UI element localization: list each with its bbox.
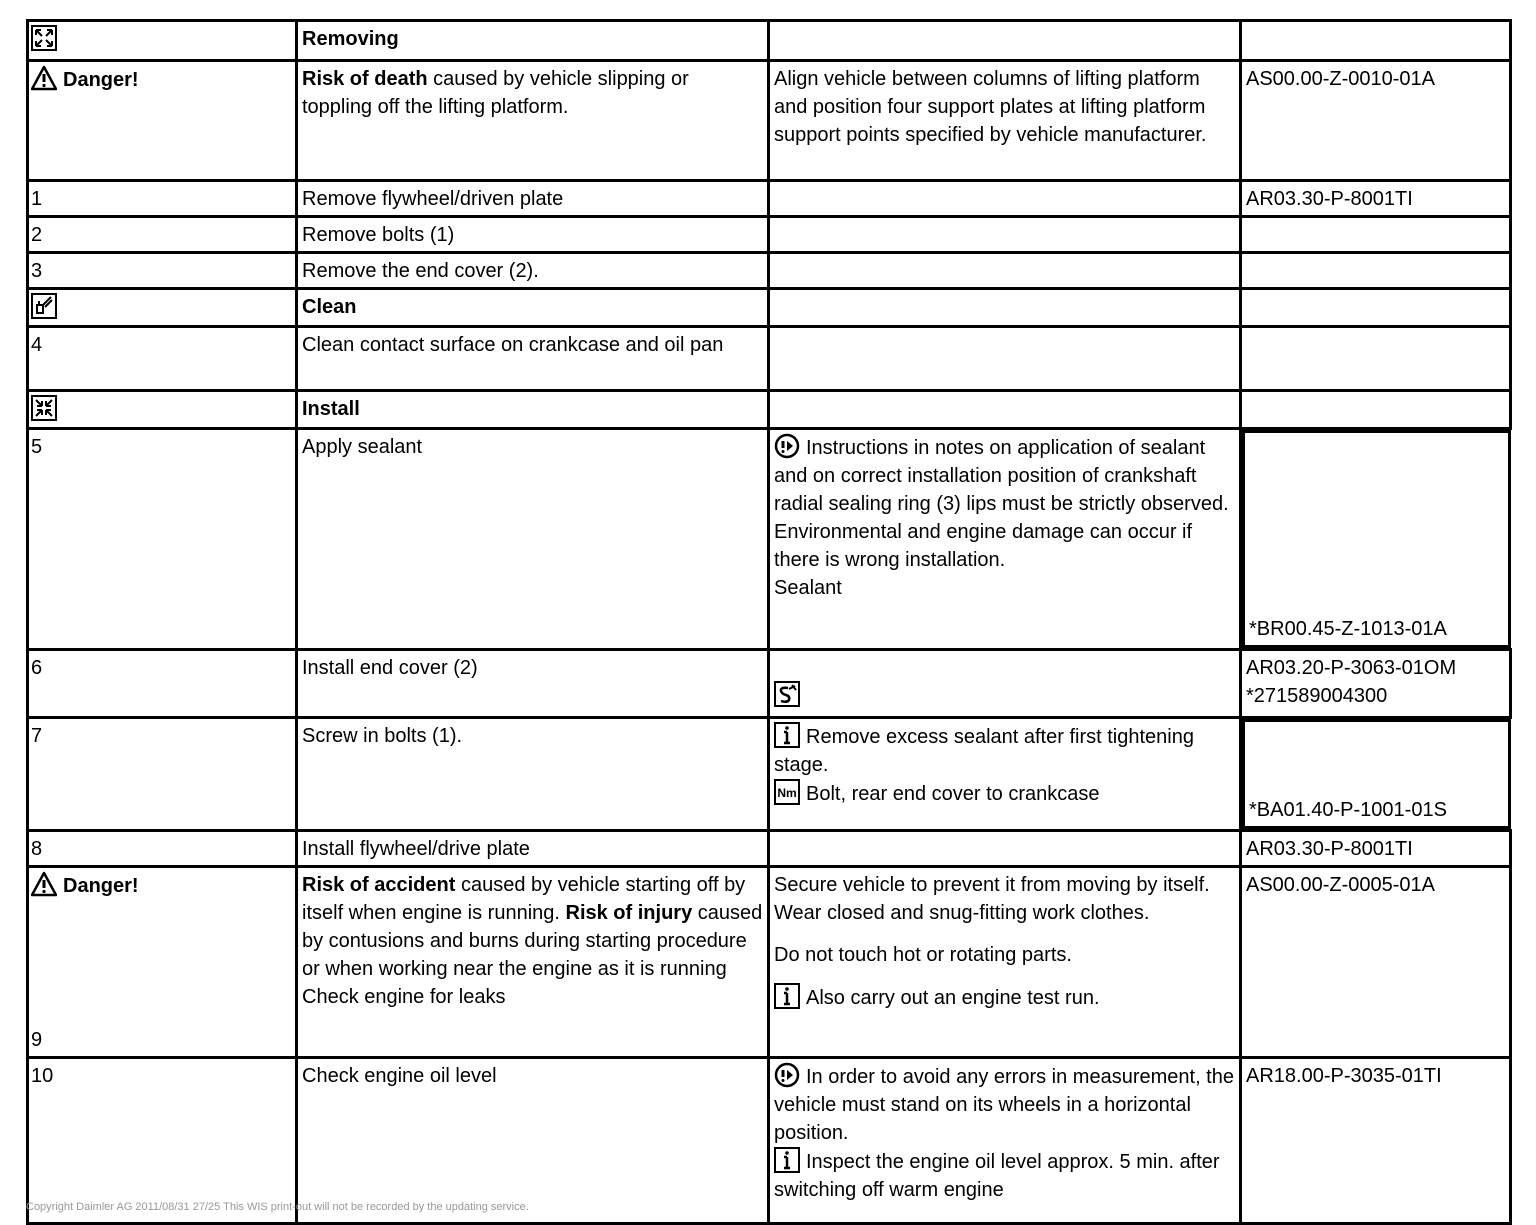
empty-cell — [769, 21, 1241, 61]
warning-triangle-icon — [31, 65, 57, 91]
empty-cell — [769, 253, 1241, 289]
reference-link[interactable]: AR03.30-P-8001TI — [1241, 181, 1511, 217]
step-notes — [769, 1058, 1241, 1224]
step-row — [28, 650, 1511, 718]
danger-label: Danger! — [63, 875, 139, 897]
step-action: Install end cover (2) — [297, 650, 769, 718]
info-icon — [774, 722, 800, 748]
sealant-label: Sealant — [774, 577, 842, 599]
step-notes — [769, 718, 1241, 831]
danger-label-cell — [28, 61, 297, 181]
step-notes — [769, 429, 1241, 650]
risk-bold: Risk of accident — [302, 874, 456, 896]
empty-cell — [1241, 21, 1511, 61]
reference-link[interactable]: AR03.20-P-3063-01OM — [1246, 657, 1457, 679]
measure-text: Do not touch hot or rotating parts. — [774, 944, 1072, 966]
reference-link[interactable]: *BR00.45-Z-1013-01A — [1249, 618, 1447, 640]
section-row-clean — [28, 289, 1511, 327]
procedure-document — [26, 19, 1509, 1225]
empty-cell — [1241, 253, 1511, 289]
info-text: Remove excess sealant after first tightening stage. — [774, 726, 1194, 776]
section-row-install — [28, 391, 1511, 429]
step-action: Apply sealant — [297, 429, 769, 650]
info-icon — [774, 983, 800, 1009]
svg-text:Nm: Nm — [777, 786, 797, 800]
danger-label: Danger! — [63, 69, 139, 91]
step-number: 2 — [28, 217, 297, 253]
measure-text: Wear closed and snug-fitting work clothes. — [774, 902, 1150, 924]
info-text: Also carry out an engine test run. — [806, 987, 1100, 1009]
page-footer: Copyright Daimler AG 2011/08/31 27/25 This WIS print-out will not be recorded by the updating service. — [26, 1201, 529, 1213]
reference-cell — [1242, 719, 1511, 829]
empty-cell — [1241, 327, 1511, 391]
danger-row — [28, 61, 1511, 181]
reference-link[interactable]: AS00.00-Z-0010-01A — [1241, 61, 1511, 181]
reference-cell — [1242, 430, 1511, 648]
tool-cell — [769, 650, 1241, 718]
empty-cell — [1241, 217, 1511, 253]
empty-cell — [769, 217, 1241, 253]
step-row — [28, 1058, 1511, 1224]
step-number: 7 — [28, 718, 297, 831]
risk-description — [297, 867, 769, 1058]
attention-note-icon — [774, 433, 800, 459]
step-row — [28, 831, 1511, 867]
section-title: Install — [297, 391, 769, 429]
special-tool-icon — [774, 681, 800, 707]
step-number: 6 — [28, 650, 297, 718]
risk-description — [297, 61, 769, 181]
step-number: 10 — [28, 1058, 297, 1224]
section-title: Clean — [297, 289, 769, 327]
empty-cell — [769, 831, 1241, 867]
risk-text: caused by contusions and burns during starting procedure or when working near the engine as it is running — [302, 902, 763, 980]
install-arrows-icon — [31, 395, 57, 421]
empty-cell — [769, 289, 1241, 327]
info-text: Inspect the engine oil level approx. 5 min. after switching off warm engine — [774, 1151, 1220, 1201]
risk-text: caused by vehicle slipping or toppling off the lifting platform. — [302, 68, 689, 118]
step-number: 8 — [28, 831, 297, 867]
step-row — [28, 253, 1511, 289]
step-row — [28, 217, 1511, 253]
step-number: 1 — [28, 181, 297, 217]
step-number: 5 — [28, 429, 297, 650]
procedure-table — [26, 19, 1512, 1225]
empty-cell — [769, 327, 1241, 391]
reference-link[interactable]: AR03.30-P-8001TI — [1241, 831, 1511, 867]
step-number: 9 — [31, 1029, 43, 1051]
empty-cell — [769, 181, 1241, 217]
tool-number-link[interactable]: *271589004300 — [1246, 685, 1388, 707]
step-row — [28, 181, 1511, 217]
measure-text: Secure vehicle to prevent it from moving by itself. — [774, 874, 1210, 896]
risk-bold: Risk of injury — [565, 902, 693, 924]
step-action: Install flywheel/drive plate — [297, 831, 769, 867]
step-row — [28, 327, 1511, 391]
attention-note-icon — [774, 1062, 800, 1088]
risk-text: caused by vehicle starting off by itself when engine is running. — [302, 874, 746, 924]
clean-brush-icon — [31, 293, 57, 319]
info-icon — [774, 1147, 800, 1173]
section-icon-cell — [28, 391, 297, 429]
step-row — [28, 429, 1511, 650]
note-text: Instructions in notes on application of sealant and on correct installation position of crankshaft radial sealing ring (3) lips must be strictly observed. Environmental and engine damage can occur if there is wrong installation. — [774, 437, 1229, 571]
reference-link[interactable]: AR18.00-P-3035-01TI — [1241, 1058, 1511, 1224]
step-action: Screw in bolts (1). — [297, 718, 769, 831]
step-number: 3 — [28, 253, 297, 289]
empty-cell — [1241, 289, 1511, 327]
step-action: Remove the end cover (2). — [297, 253, 769, 289]
step-number: 4 — [28, 327, 297, 391]
warning-triangle-icon — [31, 871, 57, 897]
section-title: Removing — [297, 21, 769, 61]
note-text: In order to avoid any errors in measurement, the vehicle must stand on its wheels in a horizontal position. — [774, 1066, 1234, 1144]
empty-cell — [1241, 391, 1511, 429]
step-action: Clean contact surface on crankcase and oil pan — [297, 327, 769, 391]
step-action: Check engine for leaks — [302, 986, 506, 1008]
danger-row — [28, 867, 1511, 1058]
reference-link[interactable]: AS00.00-Z-0005-01A — [1241, 867, 1511, 1058]
section-icon-cell — [28, 21, 297, 61]
torque-text: Bolt, rear end cover to crankcase — [806, 783, 1100, 805]
step-row — [28, 718, 1511, 831]
torque-nm-icon — [774, 779, 800, 805]
reference-link[interactable]: *BA01.40-P-1001-01S — [1249, 799, 1447, 821]
section-row-removing — [28, 21, 1511, 61]
step-action: Remove flywheel/driven plate — [297, 181, 769, 217]
empty-cell — [769, 391, 1241, 429]
risk-bold: Risk of death — [302, 68, 428, 90]
safety-measure: Align vehicle between columns of lifting platform and position four support plates at lifting platform support points specified by vehicle manufacturer. — [769, 61, 1241, 181]
section-icon-cell — [28, 289, 297, 327]
danger-label-cell — [28, 867, 297, 1058]
removing-arrows-icon — [31, 25, 57, 51]
step-action: Check engine oil level — [297, 1058, 769, 1224]
step-action: Remove bolts (1) — [297, 217, 769, 253]
safety-measure — [769, 867, 1241, 1058]
reference-cell — [1241, 650, 1511, 718]
